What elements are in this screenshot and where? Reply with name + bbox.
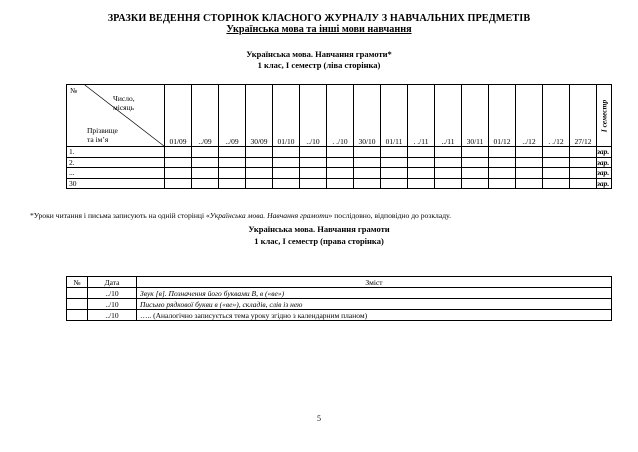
table-row xyxy=(67,157,612,168)
document-subtitle: Українська мова та інші мови навчання xyxy=(226,24,412,35)
grade-table-header-row xyxy=(67,85,612,147)
date-cell: ../09 xyxy=(219,85,246,147)
topic-row xyxy=(67,288,612,299)
left-page-subtitle: 1 клас, І семестр (ліва сторінка) xyxy=(257,60,381,70)
semester-mark: зар. xyxy=(597,147,612,158)
num-header: № xyxy=(67,277,88,288)
topic-content: Письмо рядкової букви в («ве»), складів, слів із нею xyxy=(137,299,612,310)
table-row xyxy=(67,168,612,179)
left-page-title: Українська мова. Навчання грамоти* xyxy=(246,49,392,59)
number-sign: № xyxy=(70,86,78,95)
topic-row xyxy=(67,310,612,321)
row-number: 2. xyxy=(67,157,165,168)
date-cell: ../10 xyxy=(300,85,327,147)
topic-date: ../10 xyxy=(88,288,137,299)
document-title: ЗРАЗКИ ВЕДЕННЯ СТОРІНОК КЛАСНОГО ЖУРНАЛУ З НАВЧАЛЬНИХ ПРЕДМЕТІВ xyxy=(107,13,531,24)
date-cell: 01/12 xyxy=(489,85,516,147)
footnote-subject: Українська мова. Навчання грамоти xyxy=(209,211,329,220)
topic-date: ../10 xyxy=(88,299,137,310)
topic-date: ../10 xyxy=(88,310,137,321)
corner-cell xyxy=(67,85,165,147)
date-cell: 30/10 xyxy=(354,85,381,147)
footnote-text-start: *Уроки читання і письма записують на одній сторінці « xyxy=(30,211,210,220)
topic-content: Звук [в]. Позначення його буквами В, в («ве») xyxy=(137,288,612,299)
grade-table xyxy=(66,84,612,189)
footnote-text-end: » послідовно, відповідно до розкладу. xyxy=(328,211,451,220)
row-number: ... xyxy=(67,168,165,179)
topic-content: ….. (Аналогічно записується тема уроку згідно з календарним планом) xyxy=(137,310,612,321)
topic-row xyxy=(67,299,612,310)
date-cell: 01/11 xyxy=(381,85,408,147)
date-cell: 30/09 xyxy=(246,85,273,147)
date-cell: ../11 xyxy=(435,85,462,147)
page-number: 5 xyxy=(317,414,321,423)
footnote xyxy=(30,211,451,220)
date-cell: . ./10 xyxy=(327,85,354,147)
surname-name-label: Прізвище та ім’я xyxy=(87,126,118,144)
semester-header-cell xyxy=(597,85,612,147)
date-cell: 27/12 xyxy=(570,85,597,147)
semester-mark: зар. xyxy=(597,157,612,168)
table-row xyxy=(67,147,612,158)
topic-table xyxy=(66,276,612,321)
date-month-label: Число, місяць xyxy=(113,94,135,112)
date-cell: . ./12 xyxy=(543,85,570,147)
right-page-title: Українська мова. Навчання грамоти xyxy=(248,224,390,234)
topic-table-header xyxy=(67,277,612,288)
row-number: 1. xyxy=(67,147,165,158)
semester-mark: зар. xyxy=(597,168,612,179)
table-row xyxy=(67,178,612,189)
semester-label: І семестр xyxy=(599,99,609,132)
date-cell: ../09 xyxy=(192,85,219,147)
date-cell: 01/09 xyxy=(165,85,192,147)
date-cell: . ./11 xyxy=(408,85,435,147)
date-cell: 01/10 xyxy=(273,85,300,147)
row-number: 30 xyxy=(67,178,165,189)
date-cell: 30/11 xyxy=(462,85,489,147)
date-header: Дата xyxy=(88,277,137,288)
right-page-subtitle: 1 клас, І семестр (права сторінка) xyxy=(254,236,384,246)
content-header: Зміст xyxy=(137,277,612,288)
date-cell: ../12 xyxy=(516,85,543,147)
semester-mark: зар. xyxy=(597,178,612,189)
